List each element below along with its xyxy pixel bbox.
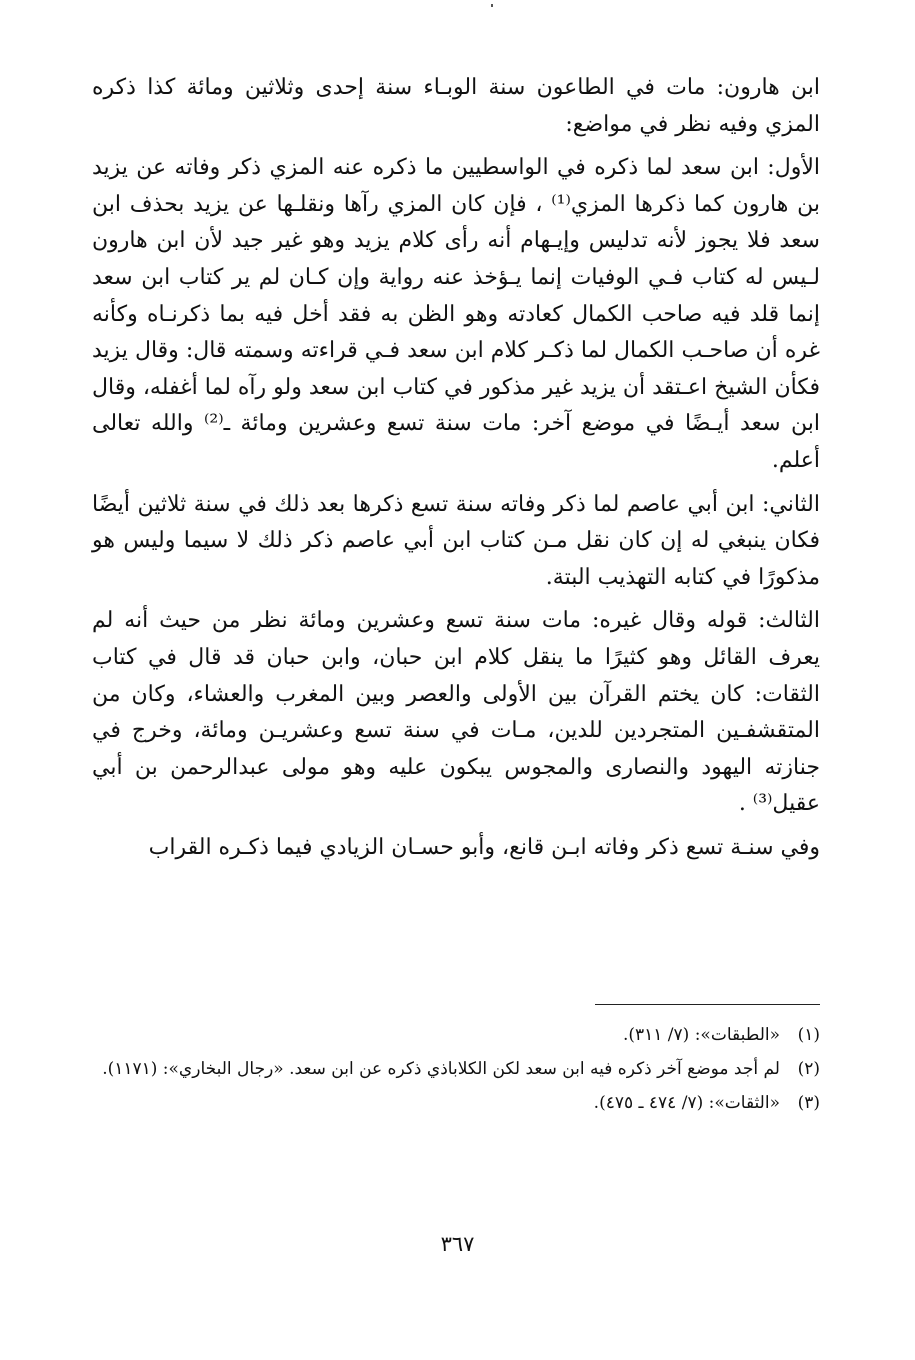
paragraph-intro: ابن هارون: مات في الطاعون سنة الوبـاء سنة إحدى وثلاثين ومائة كذا ذكره المزي وفيه نظر في مواضع: (92, 75, 820, 137)
footnote-text: لم أجد موضع آخر ذكره فيه ابن سعد لكن الكلاباذي ذكره عن ابن سعد. «رجال البخاري»: (١١٧١). (102, 1059, 780, 1079)
page-number: ٣٦٧ (440, 1232, 475, 1256)
footnote-3 (92, 1086, 820, 1120)
footnote-text: «الطبقات»: (٧/ ٣١١). (622, 1025, 780, 1045)
footnote-text: «الثقات»: (٧/ ٤٧٤ ـ ٤٧٥). (593, 1093, 780, 1113)
footnotes (92, 1018, 820, 1120)
paragraph-continuation: وفي سنـة تسع ذكر وفاته ابـن قانع، وأبو حسـان الزيادي فيما ذكـره القراب (148, 834, 820, 860)
footnote-number: (١) (797, 1025, 820, 1045)
footnote-number: (٢) (797, 1059, 820, 1079)
footnote-number: (٣) (797, 1093, 820, 1113)
footnote-1 (92, 1018, 820, 1052)
footnote-2 (92, 1052, 820, 1086)
paragraph-third-point: الثالث: قوله وقال غيره: مات سنة تسع وعشرين ومائة نظر من حيث أنه لم يعرف القائل وهو كثيرًا ما ينقل كلام ابن حبان، وابن حبان قد قال في كتاب الثقات: كان يختم القرآن بين الأولى والعصر وبين المغرب والعشاء، وكان من المتقشفـين المتجردين للدين، مـات في سنة تسع وعشريـن ومائة، وخرج في جنازته اليهود والنصارى والمجوس يبكون عليه وهو مولى عبدالرحمن بن أبي عقيل⁽³⁾ . (92, 608, 820, 817)
paragraph-first-point: الأول: ابن سعد لما ذكره في الواسطيين ما ذكره عنه المزي ذكر وفاته عن يزيد بن هارون كما ذكرها المزي⁽¹⁾ ، فإن كان المزي رآها ونقلـها عن يزيد بحذف ابن سعد فلا يجوز لأنه تدليس وإيـهام أنه رأى كلام يزيد وهو غير جيد لأن ابن هارون لـيس له كتاب فـي الوفيات إنما يـؤخذ عنه رواية وإن كـان لم ير كتاب ابن سعد إنما قلد فيه صاحب الكمال كعادته وهو الظن به فقد أخل فيه بما ذكرنـاه وكأنه غره أن صاحـب الكمال لما ذكـر كلام ابن سعد فـي قراءته وسمته قال: وقال يزيد فكأن الشيخ اعـتقد أن يزيد غير مذكور في كتاب ابن سعد ولو رآه لما أغفله، وقال ابن سعد أيـضًا في موضع آخر: مات سنة تسع وعشرين ومائة ـ⁽²⁾ والله تعالى أعلم. (92, 155, 821, 473)
footnote-separator (595, 1004, 820, 1005)
main-text (92, 70, 820, 866)
top-mark (491, 4, 493, 7)
paragraph-second-point: الثاني: ابن أبي عاصم لما ذكر وفاته سنة تسع ذكرها بعد ذلك في سنة ثلاثين أيضًا فكان ينبغي له إن كان نقل مـن كتاب ابن أبي عاصم ذكر ذلك لا سيما وليس هو مذكورًا في كتابه التهذيب البتة. (92, 491, 820, 590)
